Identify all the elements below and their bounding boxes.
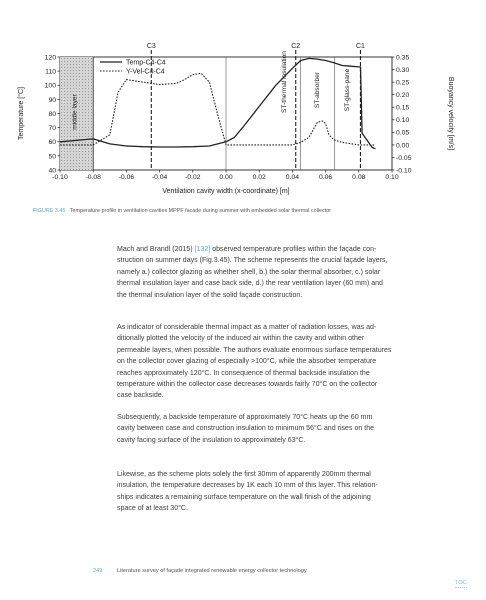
text-run: on the collector cover glazing of especially >100°C, while the absorber temperature [117,358,377,366]
section-label: C3 [146,43,156,50]
y2-tick-label: -0.05 [396,154,412,162]
text-line [117,469,435,480]
x-tick-label: 0.06 [318,174,333,181]
x-tick-label: 0.04 [285,174,300,181]
page-number: 249 [93,568,103,574]
text-line [117,503,435,514]
text-line [117,368,435,379]
section-label: C1 [355,43,365,50]
text-line [117,435,435,446]
x-tick-label: -0.08 [85,174,101,181]
text-run: temperature within the collector case decreases towards fairly 70°C on the collector [117,381,378,389]
y2-tick-label: 0.35 [396,54,410,62]
y2-axis-label: Buoyancy velocity [m/s] [447,76,454,151]
text-run: Subsequently, a backside temperature of approximately 70°C heats up the 60 mm [117,414,373,421]
text-line [117,244,435,255]
y2-tick-label: 0.05 [396,129,410,137]
text-run: As indicator of considerable thermal impact as a matter of radiation losses, was ad- [117,324,377,331]
text-run: Mach and Brandl (2015) [117,246,195,253]
paragraph-3 [117,412,435,446]
region-label: ST-glass-pane [343,68,351,112]
text-line [117,379,435,390]
y-tick-label: 60 [48,139,56,147]
region-label: ST-thermal insulation [280,51,288,113]
figure-label: FIGURE 3.45 [33,208,66,214]
x-tick-label: -0.04 [151,174,168,181]
text-run: ditionally plotted the velocity of the induced air within the cavity and within other [117,335,365,343]
text-line [117,333,435,344]
toc-link[interactable]: TOC [455,580,467,586]
region-label: ST-absorber [313,71,321,109]
text-run: insulation, the temperature decreases by 1K each 10 mm of this layer. This relation- [117,482,378,490]
paragraph-1 [117,244,435,301]
y2-tick-label: -0.10 [396,167,412,175]
x-tick-label: 0.08 [352,174,366,181]
text-run: the thermal insulation layer of the solid façade construction. [117,291,303,299]
text-line [117,267,435,278]
text-run: space of at least 30°C. [117,505,188,513]
x-tick-label: 0.00 [219,174,233,181]
citation-ref[interactable]: [132] [194,246,211,253]
region-label: middle layer [71,94,79,130]
text-line [117,390,435,401]
paragraph-2 [117,322,435,402]
text-line [117,255,435,266]
x-axis-label: Ventilation cavity width (x-coordinate) [m] [162,188,290,195]
velocity-series-line [60,73,375,145]
text-run: namely a.) collector glazing as whether shell, b.) the solar thermal absorber, c.) solar [117,268,381,276]
x-tick-label: -0.02 [185,174,201,181]
text-line [117,412,435,423]
legend-label-vel: Y-Vel-C4-C4 [126,68,165,76]
y-tick-label: 50 [48,153,56,161]
running-title: Literature survey of façade integrated renewable energy collector technology [117,568,307,574]
text-line [117,290,435,301]
temperature-profile-chart [0,0,486,210]
text-run: permeable layers, when possible. The authors evaluate enormous surface temperatures [117,346,392,354]
text-run: reaches approximately 120°C. In consequence of thermal backside insulation the [117,369,370,377]
x-tick-label: -0.06 [118,174,135,181]
y-axis-label: Temperature [°C] [18,87,25,140]
text-run: cavity facing surface of the insulation to approximately 63°C. [117,436,306,444]
paragraph-4 [117,469,435,515]
legend-label-temp: Temp-C4-C4 [126,59,166,67]
x-tick-label: -0.10 [52,174,68,181]
y-tick-label: 120 [44,54,56,62]
figure-caption [33,208,473,214]
y2-tick-label: 0.10 [396,117,410,125]
text-run: cavity between case and construction insulation to minimum 56°C and rises on the [117,425,375,433]
section-label: C2 [291,43,301,50]
text-run: struction on summer days (Fig.3.45). The scheme represents the crucial façade layers, [117,257,388,265]
text-line [117,423,435,434]
text-run: thermal insulation layer and case back side, d.) the rear ventilation layer (60 mm) and [117,280,383,288]
y-tick-label: 100 [44,82,56,90]
y-tick-label: 80 [48,110,56,118]
text-run: case backside. [117,392,164,400]
text-line [117,356,435,367]
y-tick-label: 110 [45,68,56,76]
text-line [117,278,435,289]
y2-tick-label: 0.00 [396,142,410,150]
y2-tick-label: 0.25 [396,79,410,87]
x-tick-label: 0.02 [252,174,266,181]
text-line [117,345,435,356]
y2-tick-label: 0.20 [396,92,410,100]
text-line [117,480,435,491]
y-tick-label: 90 [48,96,56,104]
text-run: Likewise, as the scheme plots solely the first 30mm of apparently 200mm thermal [117,471,371,478]
text-run: observed temperature profiles within the façade con- [210,246,377,253]
y-tick-label: 40 [48,167,56,175]
text-run: ships indicates a remaining surface temperature on the wall finish of the adjoining [117,493,371,501]
text-line [117,492,435,503]
y2-tick-label: 0.15 [396,104,410,112]
y-tick-label: 70 [48,125,56,133]
text-line [117,322,435,333]
y2-tick-label: 0.30 [396,66,410,74]
temperature-series-line [60,58,375,148]
figure-caption-text: Temperature profile in ventilation cavities MPPF facade during summer with embedded solar thermal collector [69,208,332,214]
x-tick-label: 0.10 [385,174,399,181]
